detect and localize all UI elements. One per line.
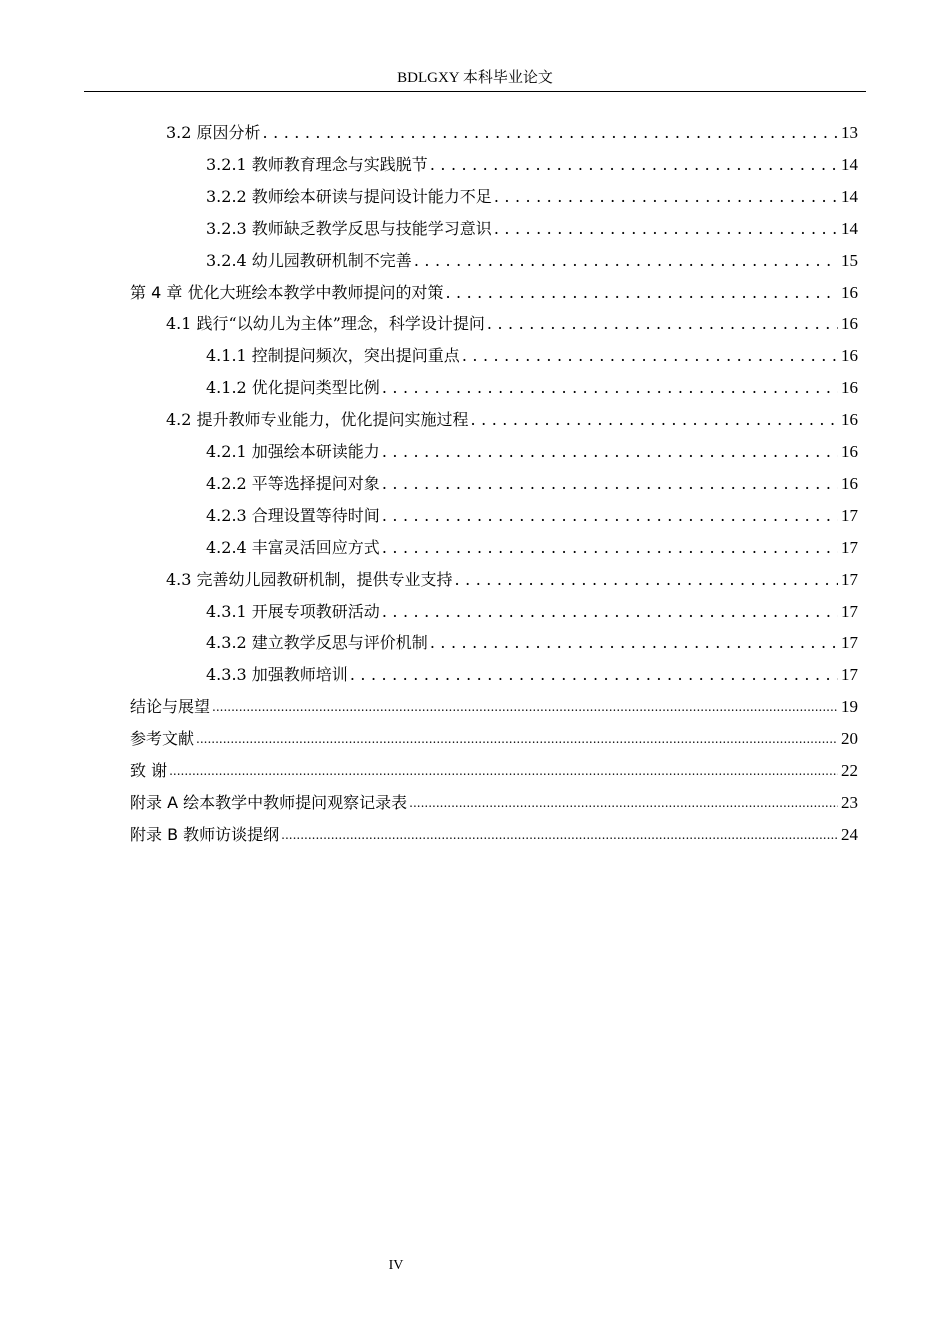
toc-entry-page: 19 bbox=[841, 697, 858, 717]
toc-entry-page: 23 bbox=[841, 792, 858, 812]
toc-dot-leader bbox=[263, 126, 838, 140]
toc-entry[interactable] bbox=[206, 208, 858, 240]
toc-dot-leader bbox=[382, 509, 838, 523]
toc-entry[interactable] bbox=[130, 272, 858, 304]
toc-entry-label: 4.3.2 建立教学反思与评价机制 bbox=[206, 633, 428, 653]
toc-entry-page: 17 bbox=[841, 569, 858, 589]
toc-entry-label: 4.2.2 平等选择提问对象 bbox=[206, 473, 380, 493]
toc-entry-label: 4.3 完善幼儿园教研机制，提供专业支持 bbox=[166, 569, 453, 589]
toc-entry-page: 16 bbox=[841, 378, 858, 398]
header-rule bbox=[84, 91, 866, 92]
toc-entry[interactable] bbox=[166, 112, 858, 144]
toc-dot-leader bbox=[382, 541, 838, 555]
toc-entry[interactable] bbox=[166, 559, 858, 591]
toc-entry-label: 致 谢 bbox=[130, 761, 168, 780]
toc-entry[interactable] bbox=[206, 335, 858, 367]
toc-dot-leader bbox=[487, 317, 838, 331]
toc-entry-page: 22 bbox=[841, 761, 858, 780]
toc-dot-leader bbox=[169, 764, 838, 778]
toc-entry[interactable] bbox=[130, 750, 858, 782]
toc-entry-page: 16 bbox=[841, 314, 858, 334]
toc-entry-label: 4.3.1 开展专项教研活动 bbox=[206, 601, 380, 621]
toc-dot-leader bbox=[382, 445, 838, 459]
toc-dot-leader bbox=[382, 477, 838, 491]
toc-entry[interactable] bbox=[166, 303, 858, 335]
toc-entry[interactable] bbox=[206, 654, 858, 686]
toc-entry[interactable] bbox=[206, 176, 858, 208]
toc-entry-page: 16 bbox=[841, 282, 858, 302]
toc-entry[interactable] bbox=[130, 686, 858, 718]
toc-entry-label: 3.2 原因分析 bbox=[166, 123, 261, 142]
toc-entry-label: 3.2.4 幼儿园教研机制不完善 bbox=[206, 250, 412, 270]
toc-entry[interactable] bbox=[206, 367, 858, 399]
toc-entry-page: 16 bbox=[841, 346, 858, 366]
toc-entry-page: 20 bbox=[841, 729, 858, 749]
toc-entry[interactable] bbox=[206, 431, 858, 463]
toc-entry-label: 3.2.2 教师绘本研读与提问设计能力不足 bbox=[206, 186, 492, 206]
toc-dot-leader bbox=[382, 605, 838, 619]
toc-entry-label: 附录 B 教师访谈提纲 bbox=[130, 824, 280, 844]
toc-dot-leader bbox=[414, 254, 838, 268]
toc-entry[interactable] bbox=[166, 399, 858, 431]
toc-entry[interactable] bbox=[206, 495, 858, 527]
toc-dot-leader bbox=[455, 573, 838, 587]
toc-entry-label: 4.3.3 加强教师培训 bbox=[206, 665, 348, 685]
toc-dot-leader bbox=[471, 413, 838, 427]
toc-entry-page: 17 bbox=[841, 665, 858, 685]
toc-dot-leader bbox=[494, 222, 838, 236]
toc-entry-page: 15 bbox=[841, 250, 858, 270]
toc-entry[interactable] bbox=[206, 622, 858, 654]
page-header: BDLGXY 本科毕业论文 bbox=[397, 70, 553, 86]
toc-entry-page: 16 bbox=[841, 410, 858, 430]
page-number: IV bbox=[388, 1258, 404, 1273]
toc-dot-leader bbox=[430, 636, 838, 650]
toc-entry-label: 4.2.1 加强绘本研读能力 bbox=[206, 442, 380, 461]
toc-dot-leader bbox=[494, 190, 838, 204]
toc-entry-label: 附录 A 绘本教学中教师提问观察记录表 bbox=[130, 792, 408, 812]
toc-entry-label: 3.2.1 教师教育理念与实践脱节 bbox=[206, 154, 428, 174]
toc-entry-label: 4.1.2 优化提问类型比例 bbox=[206, 378, 380, 398]
toc-entry[interactable] bbox=[206, 527, 858, 559]
toc-dot-leader bbox=[462, 349, 838, 363]
toc-entry-page: 16 bbox=[841, 473, 858, 493]
toc-entry-page: 17 bbox=[841, 633, 858, 653]
toc-dot-leader bbox=[212, 700, 838, 714]
toc-entry-label: 第 4 章 优化大班绘本教学中教师提问的对策 bbox=[130, 282, 444, 302]
toc-entry-page: 24 bbox=[841, 824, 858, 844]
toc-entry-label: 参考文献 bbox=[130, 729, 195, 749]
toc-dot-leader bbox=[445, 286, 838, 300]
toc-entry[interactable] bbox=[206, 463, 858, 495]
toc-dot-leader bbox=[281, 828, 838, 842]
toc-entry-label: 4.2.3 合理设置等待时间 bbox=[206, 505, 380, 525]
toc-entry-page: 14 bbox=[841, 186, 858, 206]
toc-entry-label: 4.2 提升教师专业能力，优化提问实施过程 bbox=[166, 410, 469, 430]
toc-entry[interactable] bbox=[206, 144, 858, 176]
toc-entry-page: 16 bbox=[841, 442, 858, 461]
toc-entry-label: 4.1 践行“以幼儿为主体”理念，科学设计提问 bbox=[166, 314, 485, 334]
toc-dot-leader bbox=[196, 732, 838, 746]
toc-entry[interactable] bbox=[130, 814, 858, 846]
toc-entry-label: 3.2.3 教师缺乏教学反思与技能学习意识 bbox=[206, 218, 492, 238]
toc-entry[interactable] bbox=[130, 718, 858, 750]
toc-entry[interactable] bbox=[206, 240, 858, 272]
toc-entry-page: 17 bbox=[841, 505, 858, 525]
toc-entry[interactable] bbox=[206, 591, 858, 623]
toc-dot-leader bbox=[409, 796, 838, 810]
toc-entry-label: 4.2.4 丰富灵活回应方式 bbox=[206, 537, 380, 557]
toc-entry-label: 结论与展望 bbox=[130, 697, 211, 717]
toc-dot-leader bbox=[382, 381, 838, 395]
toc-dot-leader bbox=[430, 158, 838, 172]
toc-entry-page: 14 bbox=[841, 218, 858, 238]
toc-entry-page: 17 bbox=[841, 601, 858, 621]
toc-entry[interactable] bbox=[130, 782, 858, 814]
toc-dot-leader bbox=[350, 668, 838, 682]
toc-entry-page: 17 bbox=[841, 537, 858, 557]
toc-entry-page: 14 bbox=[841, 154, 858, 174]
toc-entry-label: 4.1.1 控制提问频次，突出提问重点 bbox=[206, 346, 460, 366]
toc-entry-page: 13 bbox=[841, 123, 858, 142]
